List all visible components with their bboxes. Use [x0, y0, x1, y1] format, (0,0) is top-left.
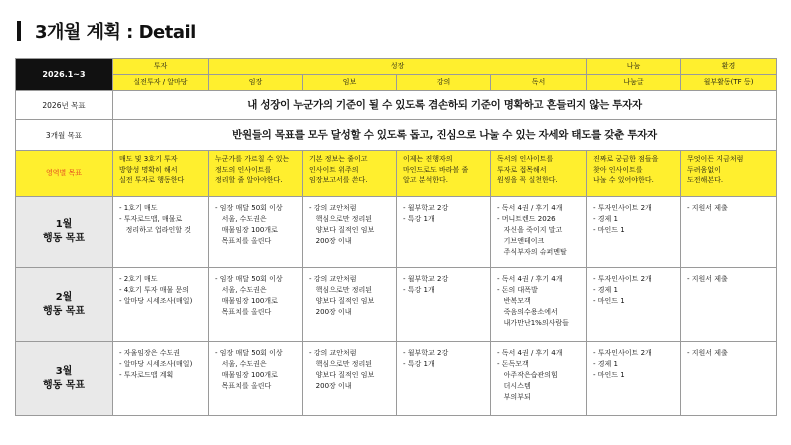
- action-line: 양보다 질적인 임보: [309, 226, 375, 234]
- col-header: 임장: [209, 75, 303, 91]
- area-goal-line: 누군가를 가르칠 수 있는: [215, 155, 290, 163]
- area-goal-line: 이제는 진행자의: [403, 155, 453, 163]
- area-goal-line: 임장보고서를 쓴다.: [309, 176, 368, 184]
- month-label: [16, 268, 113, 342]
- action-line: 더시스템: [497, 382, 531, 390]
- area-goal-cell: [491, 151, 587, 197]
- action-line: - 투자인사이트 2개: [593, 349, 652, 357]
- action-line: 200장 이내: [309, 308, 352, 316]
- action-line: - 마인드 1: [593, 297, 625, 305]
- action-line: - 임장 매달 50회 이상: [215, 204, 283, 212]
- action-line: 반복모객: [497, 297, 531, 305]
- area-goal-cell: [397, 151, 491, 197]
- action-line: - 임장 매달 50회 이상: [215, 275, 283, 283]
- month-subtitle: 행동 목표: [42, 305, 86, 317]
- action-line: 자신을 죽이지 말고: [497, 226, 563, 234]
- action-line: 목표치를 올린다: [215, 382, 272, 390]
- action-line: - 돈독모객: [497, 360, 529, 368]
- action-line: 200장 이내: [309, 237, 352, 245]
- action-cell: [491, 268, 587, 342]
- action-line: - 강의 교안처럼: [309, 275, 357, 283]
- col-header: 나눔글: [587, 75, 681, 91]
- month-name: 1월: [55, 219, 73, 230]
- action-line: - 독서 4권 / 후기 4개: [497, 275, 563, 283]
- action-line: - 4호기 투자 매물 문의: [119, 286, 189, 294]
- action-line: 목표치를 올린다: [215, 237, 272, 245]
- col-header: 독서: [491, 75, 587, 91]
- group-invest: 투자: [113, 59, 209, 75]
- goal-2026-text: 내 성장이 누군가의 기준이 될 수 있도록 겸손하되 기준이 명확하고 흔들리지 않는 투자자: [113, 91, 777, 120]
- action-line: - 투자인사이트 2개: [593, 275, 652, 283]
- action-line: - 지원서 제출: [687, 204, 728, 212]
- goal-3m-label: 3개월 목표: [16, 120, 113, 151]
- action-cell: [681, 197, 777, 268]
- action-line: - 경제 1: [593, 360, 618, 368]
- action-line: - 특강 1개: [403, 360, 435, 368]
- action-line: 아주작은습관의힘: [497, 371, 558, 379]
- action-line: 서울, 수도권은: [215, 360, 267, 368]
- action-line: - 투자로드맵, 매물로: [119, 215, 183, 223]
- action-cell: [681, 268, 777, 342]
- area-goal-line: 매도 및 3호기 투자: [119, 155, 178, 163]
- title-accent-bar: [17, 21, 21, 41]
- action-line: - 마인드 1: [593, 371, 625, 379]
- action-line: 내가만난1%의사람들: [497, 319, 569, 327]
- action-cell: [587, 268, 681, 342]
- area-goal-line: 두려움없이: [687, 165, 721, 174]
- month-name: 3월: [55, 365, 73, 377]
- col-header: 월부활동(TF 등): [681, 75, 777, 91]
- col-header: 강의: [397, 75, 491, 91]
- action-line: - 자율임장은 수도권: [119, 349, 181, 357]
- area-goal-cell: [681, 151, 777, 197]
- action-line: - 독서 4권 / 후기 4개: [497, 204, 563, 212]
- area-goal-label: 영역별 목표: [16, 151, 113, 197]
- area-goal-line: 원씽을 꼭 실천한다.: [497, 176, 558, 184]
- action-line: 200장 이내: [309, 382, 352, 390]
- action-cell: [303, 197, 397, 268]
- col-header: 임보: [303, 75, 397, 91]
- col-header: 실전투자 / 알마당: [113, 75, 209, 91]
- month-label: [16, 342, 113, 416]
- action-line: - 경제 1: [593, 215, 618, 223]
- action-line: 양보다 질적인 임보: [309, 297, 375, 305]
- action-line: 핵심으로만 정리된: [309, 215, 372, 223]
- action-line: 핵심으로만 정리된: [309, 286, 372, 294]
- area-goal-line: 무엇이든 지금처럼: [687, 155, 744, 163]
- action-line: - 알마당 시세조사(매일): [119, 297, 193, 305]
- period-cell: 2026.1~3: [16, 59, 113, 91]
- plan-table: [15, 58, 777, 416]
- action-line: - 지원서 제출: [687, 349, 728, 357]
- action-line: - 특강 1개: [403, 215, 435, 223]
- action-cell: [209, 268, 303, 342]
- month-subtitle: 행동 목표: [42, 379, 86, 391]
- area-goal-line: 기본 정보는 줄이고: [309, 155, 368, 163]
- action-line: 서울, 수도권은: [215, 286, 267, 294]
- action-line: - 강의 교안처럼: [309, 204, 357, 212]
- action-line: - 알마당 시세조사(매일): [119, 360, 193, 368]
- action-line: - 월부학교 2강: [403, 349, 449, 357]
- goal-3m-text: 반원들의 목표를 모두 달성할 수 있도록 돕고, 진심으로 나눌 수 있는 자세와 태도를 갖춘 투자자: [113, 120, 777, 151]
- month-label: [16, 197, 113, 268]
- action-line: 목표치를 올린다: [215, 308, 272, 316]
- action-cell: [397, 268, 491, 342]
- action-line: 핵심으로만 정리된: [309, 360, 372, 368]
- action-line: - 지원서 제출: [687, 275, 728, 283]
- action-line: - 경제 1: [593, 286, 618, 294]
- area-goal-line: 나눌 수 있어야한다.: [593, 176, 654, 184]
- action-cell: [681, 342, 777, 416]
- action-cell: [209, 197, 303, 268]
- action-line: - 2호기 매도: [119, 275, 158, 283]
- area-goal-line: 마인드로도 바라볼 줄: [403, 165, 469, 174]
- action-cell: [397, 197, 491, 268]
- action-line: 정리하고 업라인할 것: [119, 226, 191, 234]
- action-line: - 머니트렌드 2026: [497, 215, 556, 223]
- action-line: 매물임장 100개로: [215, 371, 278, 379]
- area-goal-line: 찾아 인사이트를: [593, 165, 643, 174]
- action-line: - 독서 4권 / 후기 4개: [497, 349, 563, 357]
- action-line: 매물임장 100개로: [215, 226, 278, 234]
- area-goal-line: 진짜로 궁금한 점들을: [593, 155, 659, 163]
- action-cell: [113, 268, 209, 342]
- action-cell: [113, 342, 209, 416]
- area-goal-line: 투자로 접목해서: [497, 165, 547, 174]
- area-goal-line: 도전해본다.: [687, 176, 724, 184]
- action-cell: [113, 197, 209, 268]
- area-goal-cell: [209, 151, 303, 197]
- action-line: 주식부자의 슈퍼멘탈: [497, 248, 567, 256]
- action-line: - 돈의 대폭발: [497, 286, 538, 294]
- area-goal-line: 정리할 줄 알아야한다.: [215, 176, 283, 184]
- action-cell: [587, 197, 681, 268]
- action-line: - 1호기 매도: [119, 204, 158, 212]
- action-line: - 월부학교 2강: [403, 204, 449, 212]
- action-line: - 투자로드맵 계획: [119, 371, 174, 379]
- group-share: 나눔: [587, 59, 681, 75]
- action-line: - 임장 매달 50회 이상: [215, 349, 283, 357]
- month-name: 2월: [55, 291, 73, 303]
- action-line: 서울, 수도권은: [215, 215, 267, 223]
- goal-2026-label: 2026년 목표: [16, 91, 113, 120]
- action-cell: [303, 268, 397, 342]
- month-subtitle: 행동 목표: [42, 233, 86, 244]
- page-header: [17, 18, 196, 44]
- area-goal-line: 방향성 명확히 해서: [119, 165, 178, 174]
- action-line: 기브앤테이크: [497, 237, 545, 245]
- action-line: 부의부되: [497, 393, 531, 401]
- group-growth: 성장: [209, 59, 587, 75]
- action-line: 죽음의수용소에서: [497, 308, 558, 316]
- action-line: - 특강 1개: [403, 286, 435, 294]
- area-goal-line: 독서의 인사이트를: [497, 155, 554, 163]
- action-cell: [491, 197, 587, 268]
- page-title: 3개월 계획 : Detail: [35, 22, 196, 43]
- action-line: - 월부학교 2강: [403, 275, 449, 283]
- action-cell: [303, 342, 397, 416]
- area-goal-cell: [303, 151, 397, 197]
- action-cell: [587, 342, 681, 416]
- action-cell: [209, 342, 303, 416]
- area-goal-line: 실전 투자로 행동한다: [119, 176, 185, 184]
- action-cell: [491, 342, 587, 416]
- action-line: - 마인드 1: [593, 226, 625, 234]
- group-env: 환경: [681, 59, 777, 75]
- area-goal-cell: [113, 151, 209, 197]
- action-line: - 투자인사이트 2개: [593, 204, 652, 212]
- action-line: 양보다 질적인 임보: [309, 371, 375, 379]
- action-cell: [397, 342, 491, 416]
- area-goal-line: 정도의 인사이트를: [215, 165, 272, 174]
- action-line: - 강의 교안처럼: [309, 349, 357, 357]
- area-goal-line: 인사이트 위주의: [309, 165, 359, 174]
- action-line: 매물임장 100개로: [215, 297, 278, 305]
- area-goal-cell: [587, 151, 681, 197]
- area-goal-line: 알고 분석한다.: [403, 176, 449, 184]
